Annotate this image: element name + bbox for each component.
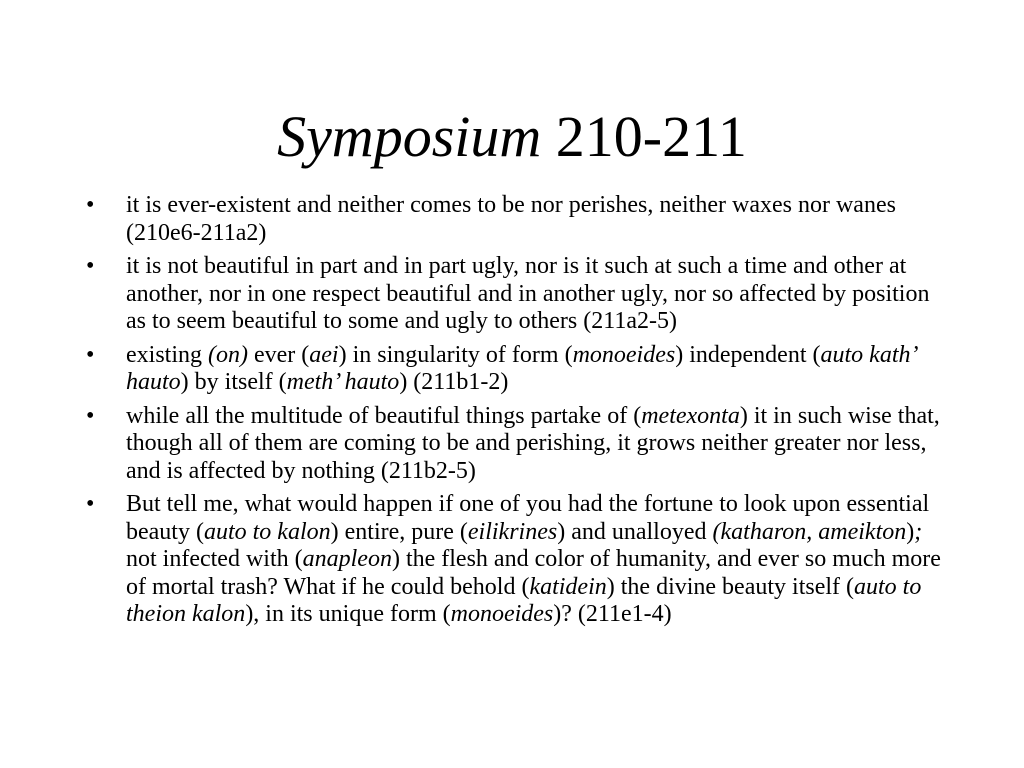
bullet-text-segment: ) the divine beauty itself ( xyxy=(606,573,855,600)
bullet-text-segment: it is ever-existent and neither comes to be nor perishes, neither waxes nor wanes (210e6-211a2) xyxy=(126,192,896,246)
bullet-item xyxy=(86,342,946,397)
bullet-item xyxy=(86,403,946,486)
bullet-text-italic: monoeides xyxy=(450,601,554,627)
slide-title-italic: Symposium xyxy=(277,104,542,169)
bullet-text-segment: ever ( xyxy=(247,341,310,368)
bullet-item xyxy=(86,253,946,336)
bullet-text-segment: ) xyxy=(906,518,915,545)
bullet-text-italic: (katharon, ameikton xyxy=(712,518,907,545)
bullet-text-segment: ) by itself ( xyxy=(180,369,287,395)
bullet-item xyxy=(86,192,946,247)
bullet-text-italic: auto to kalon xyxy=(203,518,331,545)
bullet-list xyxy=(86,192,946,635)
slide-title-rest: 210-211 xyxy=(541,104,747,169)
bullet-text-segment: ) (211b1-2) xyxy=(399,369,509,395)
bullet-text-italic: auto to theion kalon xyxy=(126,573,922,627)
bullet-text-italic: monoeides xyxy=(572,341,676,368)
bullet-text xyxy=(126,491,941,627)
bullet-dot-icon: • xyxy=(86,341,95,368)
bullet-text xyxy=(126,403,940,484)
bullet-dot-icon: • xyxy=(86,192,95,218)
bullet-text-italic: meth’ hauto xyxy=(286,369,400,395)
bullet-text-segment: )? (211e1-4) xyxy=(553,601,672,627)
bullet-text-italic: eilikrines xyxy=(467,518,558,545)
bullet-text-segment: ) it in such wise that, though all of them are coming to be and perishing, it grows neither greater nor less, and is affected by nothing (211b2-5) xyxy=(126,402,940,484)
bullet-text-segment: But tell me, what would happen if one of you had the fortune to look upon essential beauty ( xyxy=(126,491,930,545)
bullet-text-italic: auto kath’ hauto xyxy=(126,341,916,395)
bullet-text-segment: ) the flesh and color of humanity, and ever so much more of mortal trash? What if he could behold ( xyxy=(126,546,941,600)
bullet-text-segment: ) independent ( xyxy=(675,341,821,368)
bullet-item xyxy=(86,491,946,629)
bullet-text-segment: ), in its unique form ( xyxy=(245,601,451,627)
bullet-text-italic: katidein xyxy=(529,573,607,600)
bullet-text-segment: ) entire, pure ( xyxy=(330,518,468,545)
bullet-text-italic: ; xyxy=(914,518,923,545)
bullet-dot-icon: • xyxy=(86,402,95,429)
bullet-text-italic: aei xyxy=(309,341,339,368)
slide-title xyxy=(0,104,1024,170)
bullet-text xyxy=(126,342,916,396)
bullet-text-segment: ) in singularity of form ( xyxy=(338,341,573,368)
bullet-text-segment: it is not beautiful in part and in part ugly, nor is it such at such a time and other at another, nor in one respect beautiful and in another ugly, nor so affected by position as to seem beautiful to some and ugly to others (211a2-5) xyxy=(126,253,930,334)
bullet-dot-icon: • xyxy=(86,491,95,517)
bullet-text-segment: not infected with ( xyxy=(126,546,303,572)
bullet-text-italic: metexonta xyxy=(641,402,740,429)
bullet-text-segment: existing xyxy=(126,341,208,368)
bullet-text-italic: (on) xyxy=(208,341,248,368)
bullet-text xyxy=(126,192,896,246)
bullet-dot-icon: • xyxy=(86,253,95,279)
bullet-text-segment: ) and unalloyed xyxy=(557,518,713,545)
bullet-text-italic: anapleon xyxy=(302,546,392,572)
bullet-text xyxy=(126,253,929,334)
bullet-text-segment: while all the multitude of beautiful things partake of ( xyxy=(126,402,642,429)
